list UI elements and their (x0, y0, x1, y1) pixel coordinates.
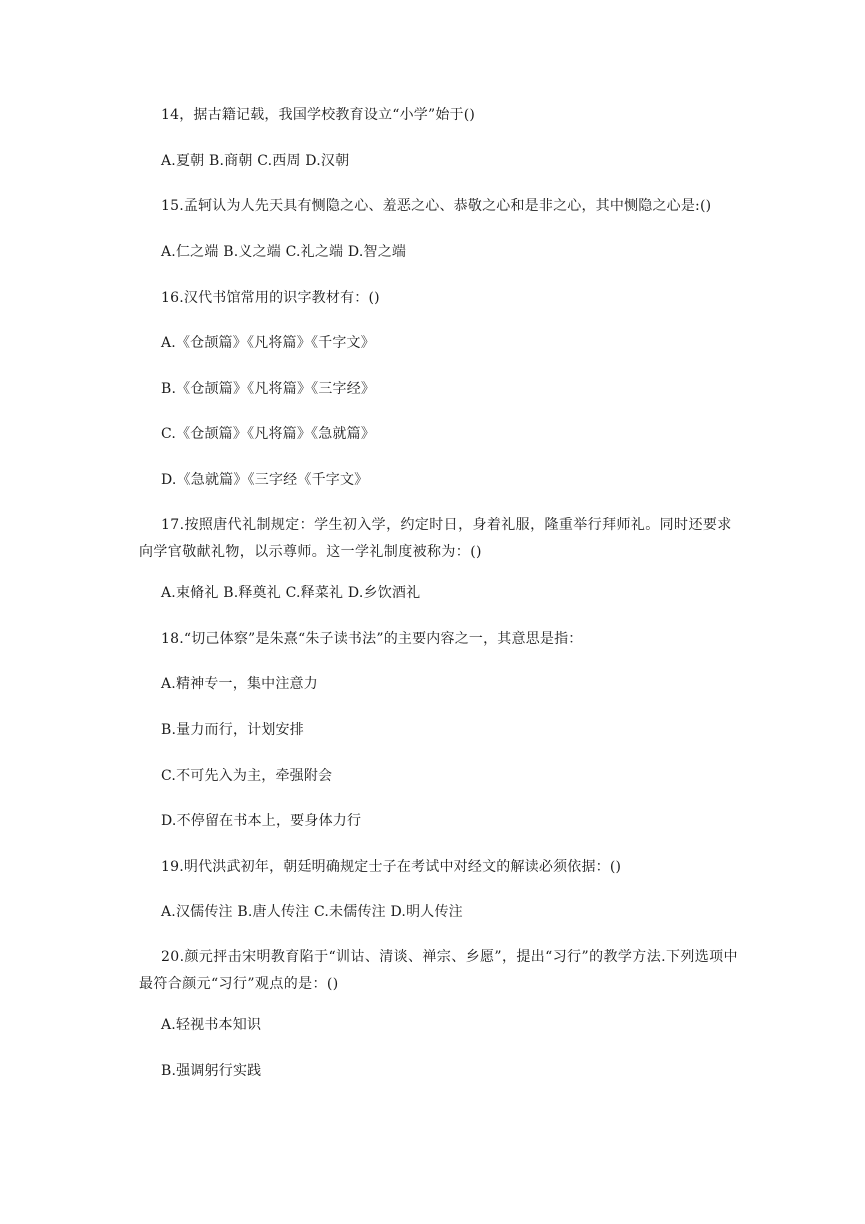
question-17-options: A.束脩礼 B.释奠礼 C.释菜礼 D.乡饮酒礼 (161, 585, 421, 601)
question-19-options: A.汉儒传注 B.唐人传注 C.未儒传注 D.明人传注 (161, 904, 463, 920)
question-16-option-a: A.《仓颉篇》《凡将篇》《千字文》 (161, 335, 375, 351)
question-20: 20.颜元抨击宋明教育陷于“训诂、清谈、禅宗、乡愿”，提出“习行”的教学方法.下列选项中最符合颜元“习行”观点的是：() (139, 949, 738, 992)
question-20-option-b: B.强调躬行实践 (161, 1063, 262, 1079)
question-16-option-c: C.《仓颉篇》《凡将篇》《急就篇》 (161, 426, 376, 442)
question-19: 19.明代洪武初年，朝廷明确规定士子在考试中对经文的解读必须依据：() (161, 859, 622, 875)
question-18-option-c: C.不可先入为主，牵强附会 (161, 768, 333, 784)
question-18-option-d: D.不停留在书本上，要身体力行 (161, 813, 362, 829)
question-18-option-a: A.精神专一，集中注意力 (161, 676, 318, 692)
question-14-options: A.夏朝 B.商朝 C.西周 D.汉朝 (161, 153, 350, 169)
question-15: 15.孟轲认为人先天具有恻隐之心、羞恶之心、恭敬之心和是非之心，其中恻隐之心是:() (161, 198, 712, 214)
question-14: 14，据古籍记载，我国学校教育设立“小学”始于() (161, 107, 476, 123)
question-16: 16.汉代书馆常用的识字教材有：() (161, 290, 380, 306)
question-16-option-d: D.《急就篇》《三字经《千字文》 (161, 472, 369, 488)
question-20-option-a: A.轻视书本知识 (161, 1017, 262, 1033)
question-18: 18.“切己体察”是朱熹“朱子读书法”的主要内容之一，其意思是指： (161, 631, 583, 647)
question-15-options: A.仁之端 B.义之端 C.礼之端 D.智之端 (161, 244, 407, 260)
question-17: 17.按照唐代礼制规定：学生初入学，约定时日，身着礼服，隆重举行拜师礼。同时还要求向学官敬献礼物，以示尊师。这一学礼制度被称为：() (139, 517, 732, 560)
question-16-option-b: B.《仓颉篇》《凡将篇》《三字经》 (161, 381, 376, 397)
question-18-option-b: B.量力而行，计划安排 (161, 722, 304, 738)
